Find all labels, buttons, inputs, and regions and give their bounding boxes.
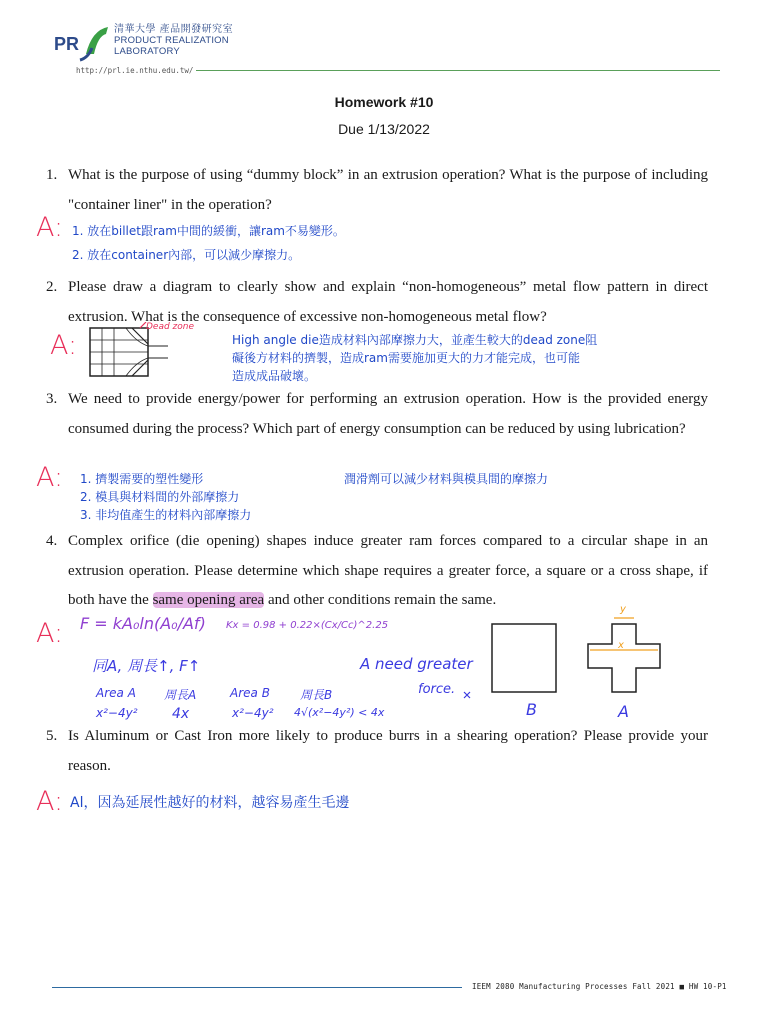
question-text: Is Aluminum or Cast Iron more likely to produce burrs in a shearing operation? Please provide your reason. bbox=[68, 728, 708, 774]
answer-line: 2. 模具與材料間的外部摩擦力 bbox=[80, 490, 240, 504]
question-number: 5. bbox=[46, 728, 58, 744]
value-area-a: x²−4y² bbox=[96, 706, 138, 720]
answer-line: 2. 放在container內部，可以減少摩擦力。 bbox=[72, 248, 301, 262]
label-perimeter-b: 周長B bbox=[300, 688, 333, 702]
answer-label: A: bbox=[36, 212, 64, 243]
lab-name-zh: 清華大學 產品開發研究室 bbox=[114, 24, 234, 35]
question-5 bbox=[46, 722, 708, 781]
note-a-needs: A need greater bbox=[360, 655, 473, 673]
answer-1 bbox=[72, 222, 345, 265]
shape-a-label: A bbox=[618, 702, 629, 721]
note-force: force. bbox=[418, 682, 456, 697]
answer-label: A: bbox=[36, 618, 64, 649]
lab-name-en-1: PRODUCT REALIZATION bbox=[114, 35, 229, 46]
answer-3-lubrication: 潤滑劑可以減少材料與模具間的摩擦力 bbox=[344, 472, 549, 486]
question-number: 2. bbox=[46, 279, 58, 295]
square-shape bbox=[492, 624, 556, 692]
value-area-b: x²−4y² bbox=[232, 706, 274, 720]
question-3 bbox=[46, 385, 708, 444]
page-title: Homework #10 bbox=[334, 94, 434, 110]
dead-zone-label: Dead zone bbox=[146, 322, 195, 332]
question-text: Please draw a diagram to clearly show and explain “non-homogeneous” metal flow pattern in direct extrusion. What is the consequence of excessive non-homogeneous metal flow? bbox=[68, 279, 708, 325]
value-perimeter-a: 4x bbox=[172, 706, 190, 722]
label-area-a: Area A bbox=[96, 686, 136, 700]
answer-3-list bbox=[80, 470, 251, 524]
lab-name-en-2: LABORATORY bbox=[114, 46, 180, 57]
answer-line: 造成成品破壞。 bbox=[232, 369, 317, 383]
note-perimeter: 同A, 周長↑, F↑ bbox=[92, 657, 201, 675]
answer-label: A: bbox=[36, 786, 64, 817]
answer-line: 1. 放在billet跟ram中間的緩衝，讓ram不易變形。 bbox=[72, 224, 345, 238]
answer-line: High angle die造成材料內部摩擦力大，並產生較大的dead zone阻 bbox=[232, 333, 598, 347]
value-perimeter-b: 4√(x²−4y²) < 4x bbox=[294, 706, 385, 719]
answer-line: 3. 非均值產生的材料內部摩擦力 bbox=[80, 508, 252, 522]
highlighted-phrase: same opening area bbox=[152, 592, 265, 608]
question-text: We need to provide energy/power for performing an extrusion operation. How is the provided energy consumed during the process? Which part of energy consumption can be reduced by using lubrication? bbox=[68, 391, 708, 437]
question-number: 1. bbox=[46, 167, 58, 183]
question-text: What is the purpose of using “dummy block” in an extrusion operation? What is the purpose of including "container liner" in the operation? bbox=[68, 167, 708, 213]
question-number: 4. bbox=[46, 533, 58, 549]
answer-line: 礙後方材料的擠製，造成ram需要施加更大的力才能完成，也可能 bbox=[232, 351, 580, 365]
formula-force: F = kA₀ln(A₀/Af) bbox=[80, 614, 206, 633]
question-text-part: and other conditions remain the same. bbox=[264, 592, 497, 608]
dimension-y: y bbox=[620, 604, 626, 615]
answer-label: A: bbox=[36, 462, 64, 493]
prl-logo bbox=[52, 24, 110, 64]
dimension-x: x bbox=[618, 640, 624, 651]
page-footer: IEEM 2080 Manufacturing Processes Fall 2021 ■ HW 10-P1 bbox=[472, 982, 727, 991]
lab-name bbox=[114, 24, 233, 57]
answer-5: Al，因為延展性越好的材料，越容易產生毛邊 bbox=[70, 795, 350, 811]
question-1 bbox=[46, 161, 708, 220]
cross-shape bbox=[588, 624, 660, 692]
label-area-b: Area B bbox=[230, 686, 270, 700]
formula-kx: Kx = 0.98 + 0.22×(Cx/Cc)^2.25 bbox=[226, 620, 389, 631]
answer-label: A: bbox=[50, 330, 78, 361]
header-divider bbox=[196, 70, 720, 71]
shape-b-label: B bbox=[526, 700, 537, 719]
answer-2 bbox=[232, 331, 597, 385]
question-number: 3. bbox=[46, 391, 58, 407]
lab-url[interactable]: http://prl.ie.nthu.edu.tw/ bbox=[76, 66, 194, 75]
label-perimeter-a: 周長A bbox=[164, 688, 197, 702]
footer-divider bbox=[52, 987, 462, 988]
answer-line: 1. 擠製需要的塑性變形 bbox=[80, 472, 204, 486]
due-date: Due 1/13/2022 bbox=[338, 121, 430, 137]
shape-comparison bbox=[454, 600, 684, 725]
question-text-part: Complex orifice (die opening) shapes induce greater ram forces compared to a circular shape in an extrusion operation. Please determine which shape requires a greater force, a square or a cross shape, if both have the bbox=[68, 533, 708, 608]
logo-letters: PR bbox=[54, 34, 80, 54]
